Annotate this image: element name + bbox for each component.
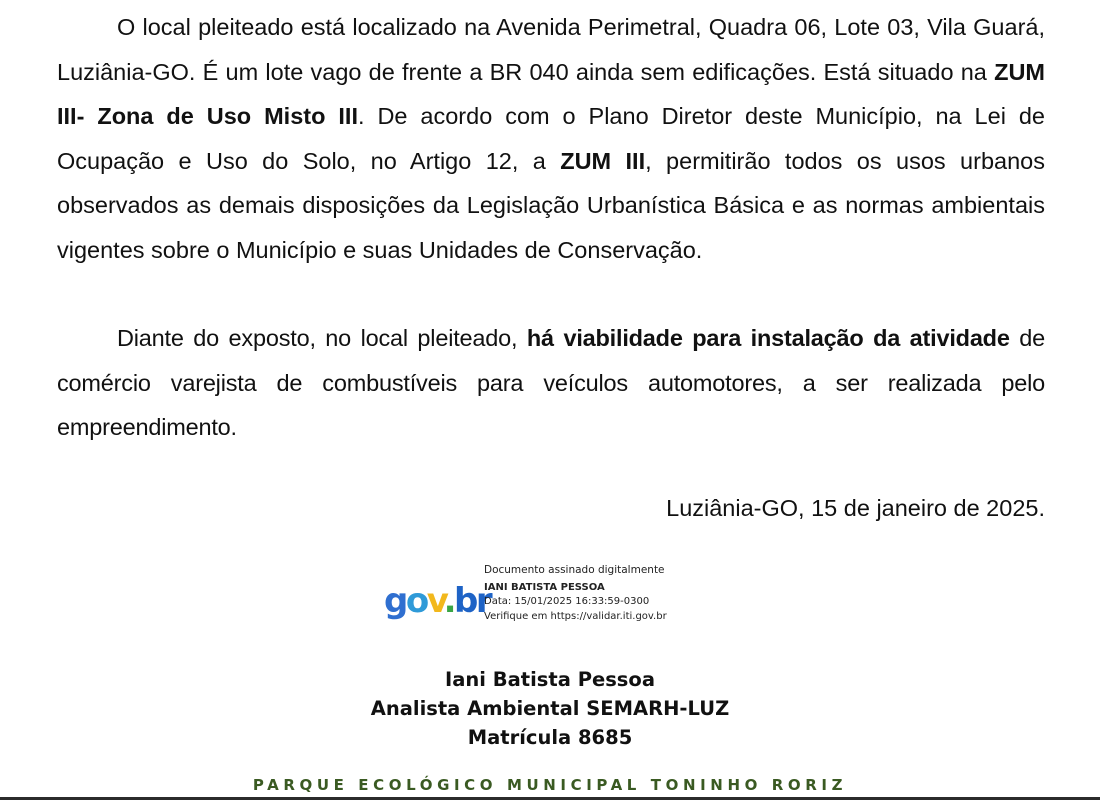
paragraph-text: O local pleiteado está localizado na Avenida Perimetral, Quadra 06, Lote 03, Vila Guará, Luziânia-GO. É um lote vago de frente a BR 040 ainda sem edificações. Está situado na <box>57 14 1045 85</box>
signature-verify-link[interactable]: Verifique em https://validar.iti.gov.br <box>484 610 667 622</box>
signature-signer: IANI BATISTA PESSOA <box>484 581 605 593</box>
govbr-logo-icon: gov.br <box>384 581 491 621</box>
paragraph-conclusion <box>57 316 1045 450</box>
signatory-role: Analista Ambiental SEMARH-LUZ <box>370 697 730 720</box>
paragraph-text: Diante do exposto, no local pleiteado, <box>117 325 527 351</box>
paragraph-text: . De acordo com o Plano Diretor deste Município, na Lei de Ocupação e Uso do Solo, no Artigo 12, a <box>57 103 1045 174</box>
place-date-line: Luziânia-GO, 15 de janeiro de 2025. <box>666 495 1045 521</box>
signature-date: Data: 15/01/2025 16:33:59-0300 <box>484 596 650 607</box>
zone-code-bold: ZUM III <box>560 147 646 174</box>
zone-name-bold: ZUM III- Zona de Uso Misto III <box>57 58 1045 129</box>
signatory-block <box>0 665 1100 752</box>
signature-caption: Documento assinado digitalmente <box>484 564 665 576</box>
paragraph-location <box>57 5 1045 272</box>
viability-statement-bold: há viabilidade para instalação da atividade <box>526 325 1010 351</box>
footer-organization: PARQUE ECOLÓGICO MUNICIPAL TONINHO RORIZ <box>252 776 848 794</box>
paragraph-text: de comércio varejista de combustíveis para veículos automotores, a ser realizada pelo empreendimento. <box>57 325 1045 440</box>
signatory-registration: Matrícula 8685 <box>467 726 633 749</box>
signatory-name: Iani Batista Pessoa <box>445 668 655 691</box>
paragraph-text: , permitirão todos os usos urbanos observados as demais disposições da Legislação Urbanística Básica e as normas ambientais vigentes sobre o Município e suas Unidades de Conservação. <box>57 147 1045 263</box>
digital-signature-stamp <box>384 563 714 638</box>
signature-metadata <box>484 563 667 624</box>
